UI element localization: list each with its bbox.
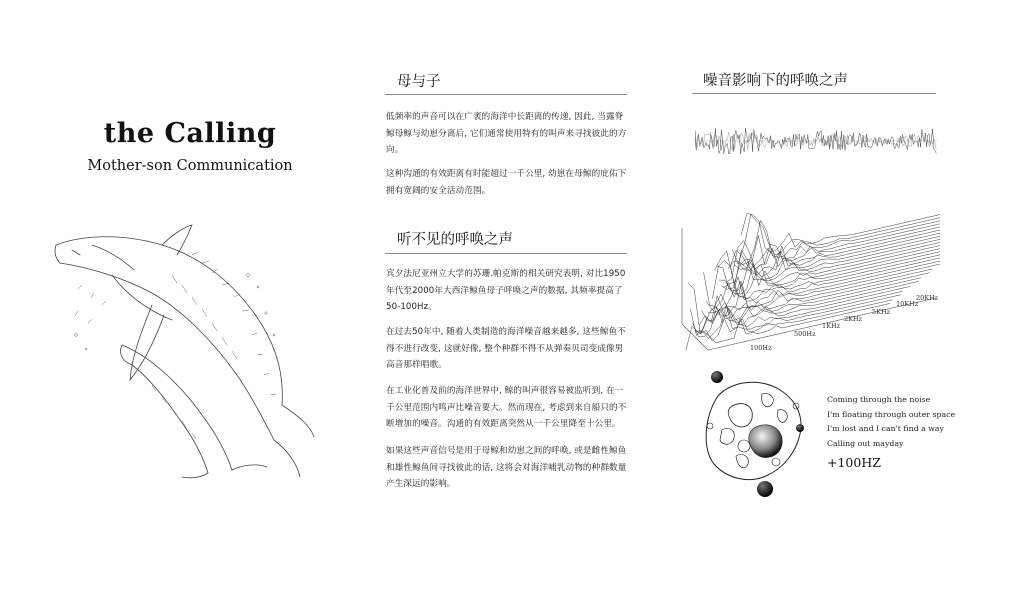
- paragraph: 在过去50年中, 随着人类制造的海洋噪音越来越多, 这些鲸鱼不得不进行改变, 这就好像, 整个种群不得不从弹奏贝司变成像男高音那样唱歌。: [386, 327, 626, 370]
- axis-label: 100Hz: [750, 344, 772, 352]
- axis-label: 1KHz: [822, 322, 841, 330]
- poster-title: the Calling: [103, 118, 277, 149]
- poster-subtitle: Mother-son Communication: [87, 158, 293, 174]
- section-heading-noise-call: 噪音影响下的呼唤之声: [703, 73, 848, 89]
- axis-label: 5KHz: [872, 308, 891, 316]
- spectrogram-line: [730, 215, 940, 273]
- whale-illustration: [52, 215, 342, 480]
- spectrogram-line: [741, 193, 940, 253]
- section-divider: [385, 253, 627, 254]
- paragraph: 如果这些声音信号是用于母鲸和幼崽之间的呼唤, 或是雌性鲸鱼和雄性鲸鱼间寻找彼此的话, 这将会对海洋哺乳动物的种群数量产生深远的影响。: [386, 446, 627, 489]
- axis-label: 500Hz: [794, 330, 816, 338]
- abstract-sphere-illustration: [692, 366, 814, 498]
- section-divider: [385, 94, 627, 95]
- section-divider: [692, 93, 936, 94]
- paragraph: 在工业化普及前的海洋世界中, 鲸的叫声很容易被监听到, 在一千公里范围内鸣声比噪音要大。然而现在, 考虑到来自船只的不断增加的噪音。沟通的有效距离突然从一千公里降至十公里。: [386, 386, 627, 429]
- axis-label: 20KHz: [916, 294, 939, 302]
- axis-label: 2KHz: [844, 315, 863, 323]
- paragraph: 低频率的声音可以在广袤的海洋中长距离的传递, 因此, 当露脊鲸母鲸与幼崽分离后, 它们通常使用特有的叫声来寻找彼此的方向。: [386, 112, 627, 155]
- spectrogram-line: [734, 206, 940, 269]
- noise-waveform: [695, 120, 937, 162]
- spectrogram-3d: [668, 188, 940, 353]
- paragraph: 这种沟通的有效距离有时能超过一千公里, 幼崽在母鲸的庇佑下拥有宽阔的安全活动范围。: [386, 169, 627, 196]
- section-heading-unheard-call: 听不见的呼唤之声: [397, 232, 513, 248]
- axis-label: 10KHz: [896, 300, 919, 308]
- frequency-label: +100HZ: [827, 455, 881, 470]
- lyric-line: Coming through the noise: [827, 395, 931, 404]
- lyric-line: Calling out mayday: [827, 438, 904, 448]
- lyric-line: I'm lost and I can't find a way: [827, 424, 944, 433]
- lyric-line: I'm floating through outer space: [827, 409, 956, 419]
- paragraph: 宾夕法尼亚州立大学的苏珊.帕克斯的相关研究表明, 对比1950年代至2000年大西洋鲸鱼母子呼唤之声的数据, 其频率提高了50-100Hz。: [386, 269, 626, 312]
- song-lyrics: [827, 393, 1007, 451]
- section-heading-mother-child: 母与子: [397, 74, 441, 90]
